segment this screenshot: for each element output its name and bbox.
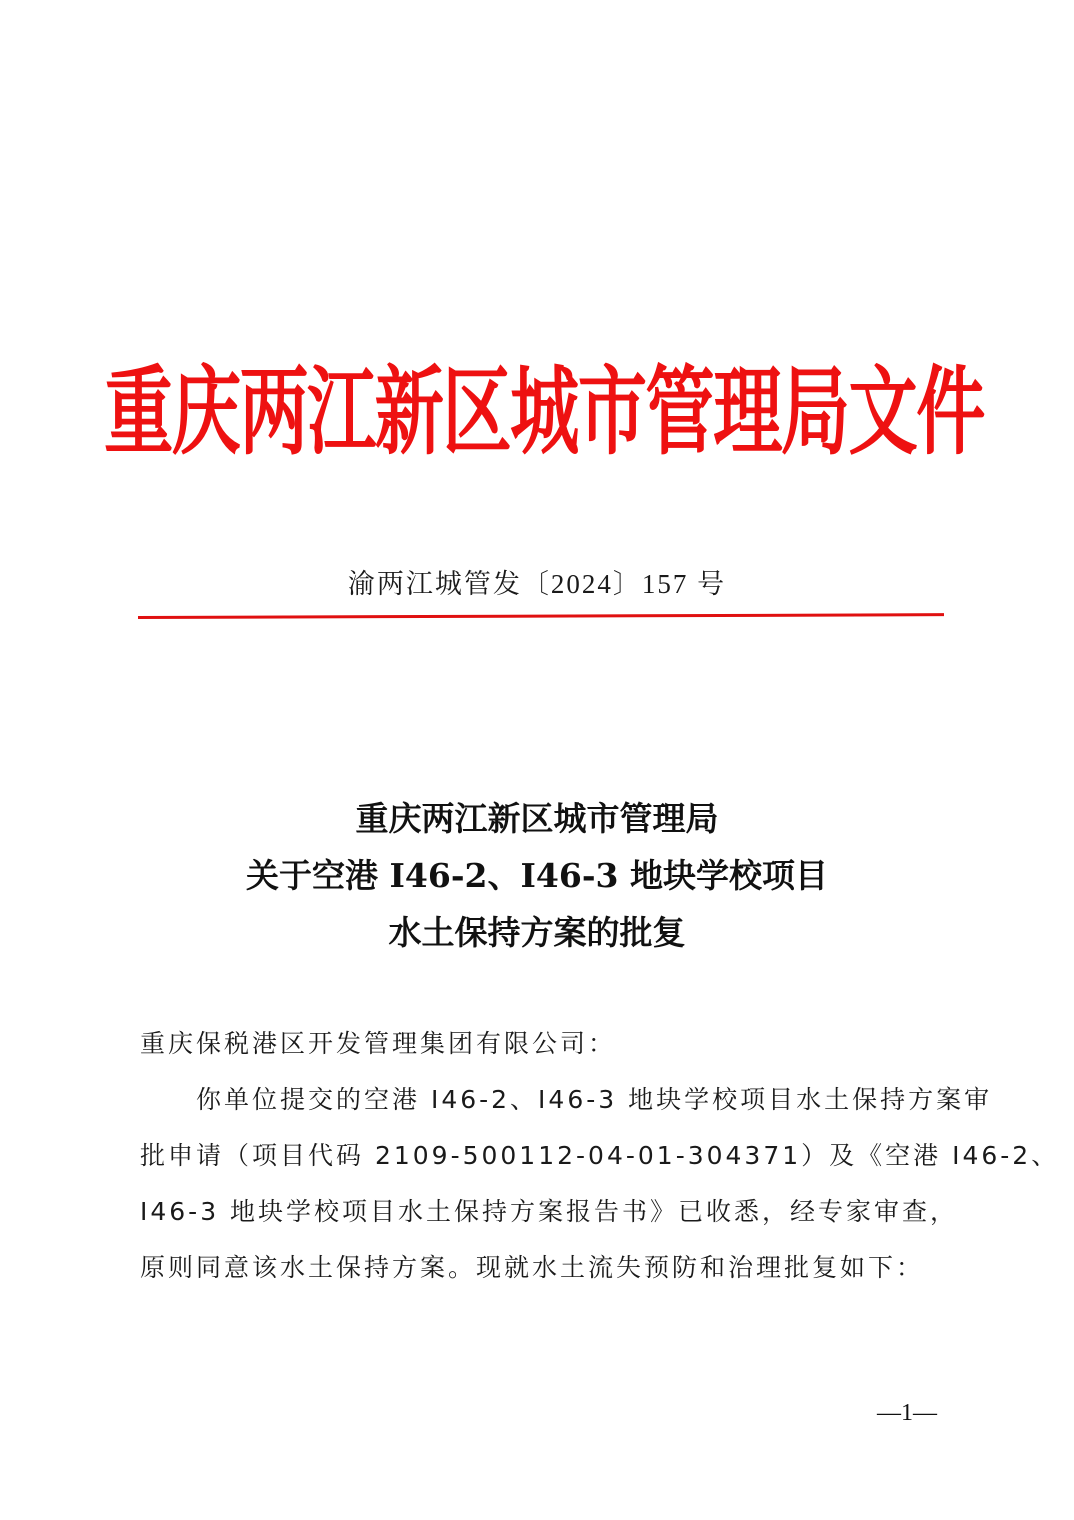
paragraph-line: 你单位提交的空港 I46-2、I46-3 地块学校项目水土保持方案审 bbox=[196, 1085, 993, 1114]
red-divider-line bbox=[138, 613, 944, 619]
masthead-title: 重庆两江新区城市管理局文件 bbox=[104, 355, 984, 468]
body-paragraph bbox=[140, 1072, 1060, 1296]
title-line-2: 关于空港 I46-2、I46-3 地块学校项目 bbox=[245, 856, 828, 895]
masthead bbox=[104, 352, 984, 472]
paragraph-line: 批申请（项目代码 2109-500112-04-01-304371）及《空港 I46-2、 bbox=[140, 1141, 1060, 1170]
title-line-1: 重庆两江新区城市管理局 bbox=[355, 799, 719, 838]
document-title bbox=[0, 790, 1074, 961]
paragraph-line: I46-3 地块学校项目水土保持方案报告书》已收悉，经专家审查， bbox=[140, 1197, 959, 1226]
title-line-3: 水土保持方案的批复 bbox=[388, 913, 686, 952]
document-number: 渝两江城管发〔2024〕157 号 bbox=[347, 569, 727, 599]
page-number: —1— bbox=[877, 1400, 937, 1426]
paragraph-line: 原则同意该水土保持方案。现就水土流失预防和治理批复如下： bbox=[140, 1253, 925, 1282]
salutation: 重庆保税港区开发管理集团有限公司： bbox=[140, 1029, 617, 1058]
